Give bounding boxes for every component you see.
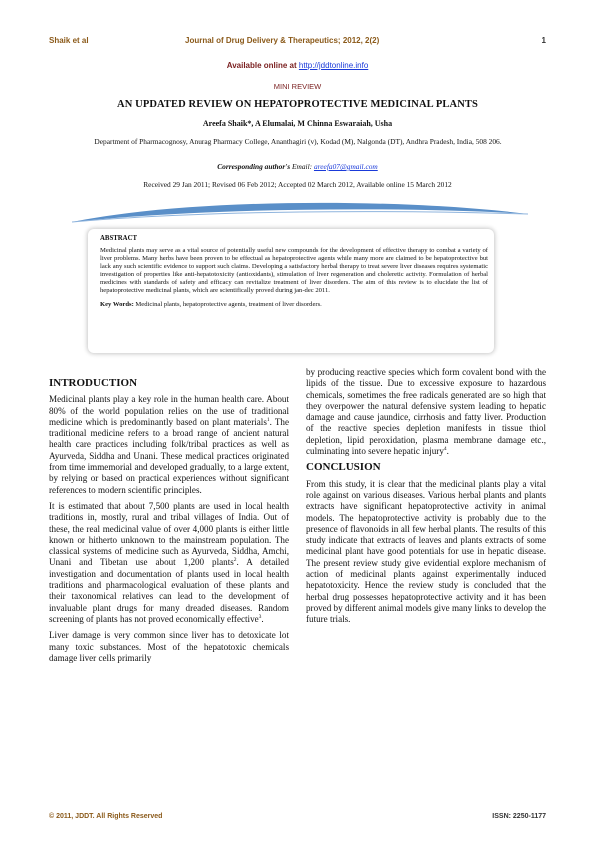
author-email-link[interactable]: areefa07@gmail.com [313,162,378,171]
intro-p1-text: Medicinal plants play a key role in the human health care. About 80% of the world population relies on the use of traditional medicine which is predominantly based on plant materials [49,394,289,427]
conclusion-heading: CONCLUSION [306,461,381,474]
intro-paragraph-3: Liver damage is very common since liver has to detoxicate lot many toxic substances. Most of the hepatotoxic chemicals damage liver cells primarily [49,630,289,663]
issn: ISSN: 2250-1177 [492,813,546,820]
keywords-label: Key Words: [100,301,134,308]
header-author: Shaik et al [49,36,89,45]
affiliation: Department of Pharmacognosy, Anurag Pharmacy College, Ananthagiri (v), Kodad (M), Nalgonda (DT), Andhra Pradesh, India, 508 206. [94,137,502,146]
right-column [306,367,546,631]
conclusion-paragraph: From this study, it is clear that the medicinal plants play a vital role against on various diseases. Various herbal plants and plants extracts have significant hepatoprotective activity in animal models. The hepatoprotective activity is probably due to the presence of flavonoids in all few herbal plants. The results of this study indicate that extracts of leaves and plants extracts of some medicinal plant have good potentials for use in hepatic disease. The present review study give evidential explore mechanism of action of medicinal plants against experimentally induced hepatotoxicity. Hence the review study is concluded that the herbal drug possesses hepatoprotective activity and it has been proved by different animal models give many links to develop the future trials. [306,478,546,625]
article-type: MINI REVIEW [273,82,322,91]
keywords [100,301,488,309]
citation: 2 [233,557,237,564]
header-journal: Journal of Drug Delivery & Therapeutics; 2012, 2(2) [185,36,380,45]
intro-p2-end: . [261,613,264,624]
keywords-text: Medicinal plants, hepatoprotective agents, treatment of liver disorders. [133,301,322,308]
journal-link[interactable]: http://jddtonline.info [298,61,369,70]
author-list: Areefa Shaik*, A Elumalai, M Chinna Eswaraiah, Usha [202,119,393,128]
paper-title: AN UPDATED REVIEW ON HEPATOPROTECTIVE MEDICINAL PLANTS [117,99,478,110]
citation: 4 [443,446,447,453]
copyright: © 2011, JDDT. All Rights Reserved [49,813,163,820]
running-header [49,36,546,50]
availability-text: Available online at [226,61,299,70]
email-label: Email: [290,162,314,171]
intro-p2-text: It is estimated that about 7,500 plants are used in local health traditions in, mostly, rural and tribal villages of India. Out of these, the real medicinal value of over 4,000 plants is either little known or hitherto unknown to the mainstream population. The classical systems of medicine such as Ayurveda, Siddha, Amchi, Unani and Tibetan use about 1,200 plants [49,500,289,568]
intro-paragraph-1 [49,394,289,496]
abstract-box [88,229,494,353]
intro-paragraph-3-continued [306,367,546,457]
availability-line [0,61,595,70]
intro-p1-text-cont: . The traditional medicine refers to a broad range of ancient natural health care practices including folk/tribal practices as well as Ayurveda, Siddha and Unani. These medical practices originated from time immemorial and developed gradually, to a large extent, by relying or based on practical experiences without significant references to modern scientific principles. [49,416,289,495]
article-dates: Received 29 Jan 2011; Revised 06 Feb 2012; Accepted 02 March 2012, Available online 15 March 2012 [143,180,452,189]
header-page-number: 1 [541,36,546,45]
intro-paragraph-2 [49,501,289,625]
citation: 3 [258,613,262,620]
corresponding-label: Corresponding author's [217,162,291,171]
left-column [49,378,289,669]
page-footer [49,813,546,823]
intro-p2-text-cont: . A detailed investigation and documentation of plants used in local health traditions and pharmacological evaluation of these plants and their taxonomical relatives can lead to the development of invaluable plant drugs for many dreaded diseases. Random screening of plants has not proved economically effective [49,557,290,624]
corresponding-author [0,162,595,171]
intro-p3-end: . [446,446,449,457]
citation: 1 [266,416,270,423]
introduction-heading: INTRODUCTION [49,377,138,389]
abstract-text: Medicinal plants may serve as a vital source of potentially useful new compounds for the development of effective therapy to combat a variety of liver problems. Many herbs have been proven to be effectual as hepatoprotective agents while many more are claimed to be hepatoprotective but lack any such scientific evidence to support such claims. Developing a satisfactory herbal therapy to treat severe liver diseases requires systematic investigation of properties like anti-hepatotoxicity (antioxidants), stimulation of liver regeneration and choleretic activity. Formulation of herbal medicines with standards of safety and efficacy can revitalize treatment of liver disorders. The aim of this review is to elucidate the list of hepatoprotective medicinal plants, which are scientifically proved during jan-dec 2011. [100,247,488,294]
abstract-heading: ABSTRACT [100,235,138,242]
intro-p3-cont-text: by producing reactive species which form covalent bond with the lipids of the tissue. Due to excessive exposure to hazardous chemicals, sometimes the free radicals generated are so high that they overpower the natural defensive system leading to hepatic damage and cause jaundice, cirrhosis and fatty liver. Production of the reactive species depletion manifests in tissue thiol depletion, lipid peroxidation, plasma membrane damage etc., culminating into severe hepatic injury [306,367,546,457]
